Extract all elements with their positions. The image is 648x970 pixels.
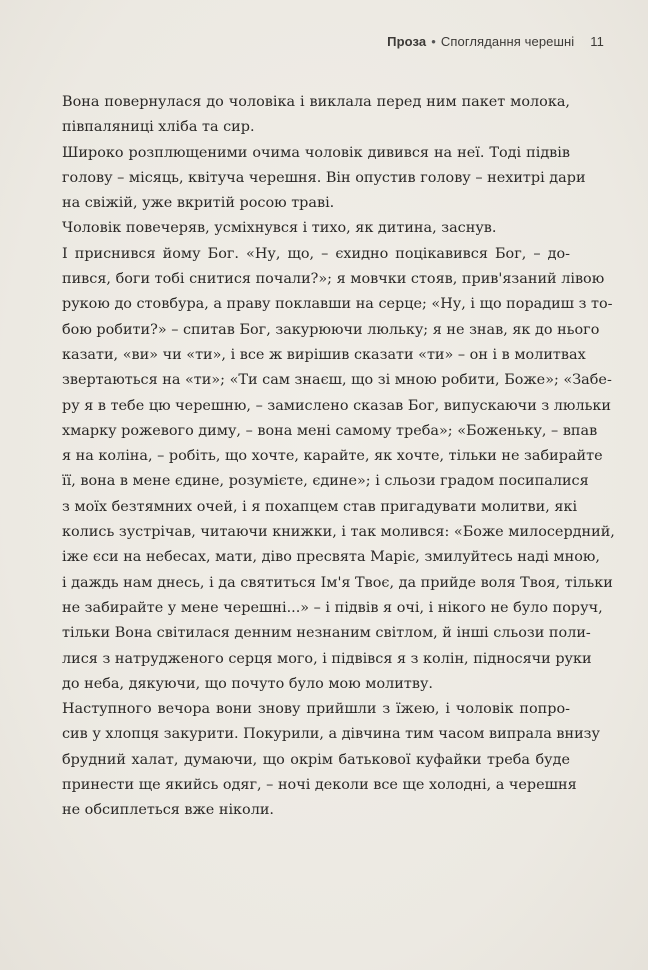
text-line: колись зустрічав, читаючи книжки, і так молився: «Боже милосердний, — [62, 524, 615, 541]
text-line: її, вона в мене єдине, розумієте, єдине»; і сльози градом посипалися — [62, 473, 589, 490]
text-line: лися з натрудженого серця мого, і підвівся я з колін, підносячи руки — [62, 650, 592, 667]
text-line: хмарку рожевого диму, – вона мені самому треба»; «Боженьку, – впав — [62, 422, 598, 439]
text-line: і даждь нам днесь, і да святиться Ім'я Твоє, да прийде воля Твоя, тільки — [62, 574, 613, 591]
text-line: голову – місяць, квітуча черешня. Він опустив голову – нехитрі дари — [62, 169, 586, 186]
text-line: півпаляниці хліба та сир. — [62, 119, 255, 136]
text-line: не обсиплеться вже ніколи. — [62, 802, 275, 819]
text-line: рукою до стовбура, а праву поклавши на серце; «Ну, і що порадиш з то- — [62, 296, 613, 313]
header-separator: • — [431, 34, 436, 49]
text-line: до неба, дякуючи, що почуто було мою молитву. — [62, 675, 434, 692]
text-line: брудний халат, думаючи, що окрім батькової куфайки треба буде — [62, 751, 570, 768]
page-number: 11 — [590, 34, 604, 49]
text-line: на свіжій, уже вкритій росою траві. — [62, 195, 335, 212]
text-line: з моїх безтямних очей, і я похапцем став пригадувати молитви, які — [62, 498, 578, 515]
chapter-title: Споглядання черешні — [440, 34, 575, 49]
text-line: сив у хлопця закурити. Покурили, а дівчина тим часом випрала внизу — [62, 726, 600, 743]
text-line: Наступного вечора вони знову прийшли з їжею, і чоловік попро- — [62, 701, 570, 718]
text-line: Вона повернулася до чоловіка і виклала перед ним пакет молока, — [62, 94, 570, 110]
text-line: пився, боги тобі снитися почали?»; я мовчки стояв, прив'язаний лівою — [62, 271, 605, 288]
text-line: я на коліна, – робіть, що хочте, карайте, як хочте, тільки не забирайте — [62, 448, 603, 465]
text-line: принести ще якийсь одяг, – ночі деколи все ще холодні, а черешня — [62, 777, 577, 794]
text-line: казати, «ви» чи «ти», і все ж вирішив сказати «ти» – он і в молитвах — [62, 346, 586, 363]
text-line: бою робити?» – спитав Бог, закурюючи люльку; я не знав, як до нього — [62, 321, 600, 338]
text-line: іже єси на небесах, мати, діво пресвята Маріє, змилуйтесь наді мною, — [62, 549, 600, 566]
text-line: Широко розплющеними очима чоловік дивився на неї. Тоді підвів — [62, 144, 570, 161]
text-line: звертаються на «ти»; «Ти сам знаєш, що зі мною робити, Боже»; «Забе- — [62, 372, 612, 389]
text-line: ру я в тебе цю черешню, – замислено сказав Бог, випускаючи з люльки — [62, 397, 612, 414]
body-text — [62, 90, 615, 824]
text-line: тільки Вона світилася денним незнаним світлом, й інші сльози поли- — [62, 625, 591, 642]
text-line: І приснився йому Бог. «Ну, що, – єхидно поцікавився Бог, – до- — [62, 245, 570, 262]
section-label: Проза — [387, 34, 427, 49]
running-header — [387, 34, 604, 49]
text-line: Чоловік повечеряв, усміхнувся і тихо, як дитина, заснув. — [62, 220, 497, 237]
text-line: не забирайте у мене черешні...» – і підвів я очі, і нікого не було поруч, — [62, 599, 603, 616]
